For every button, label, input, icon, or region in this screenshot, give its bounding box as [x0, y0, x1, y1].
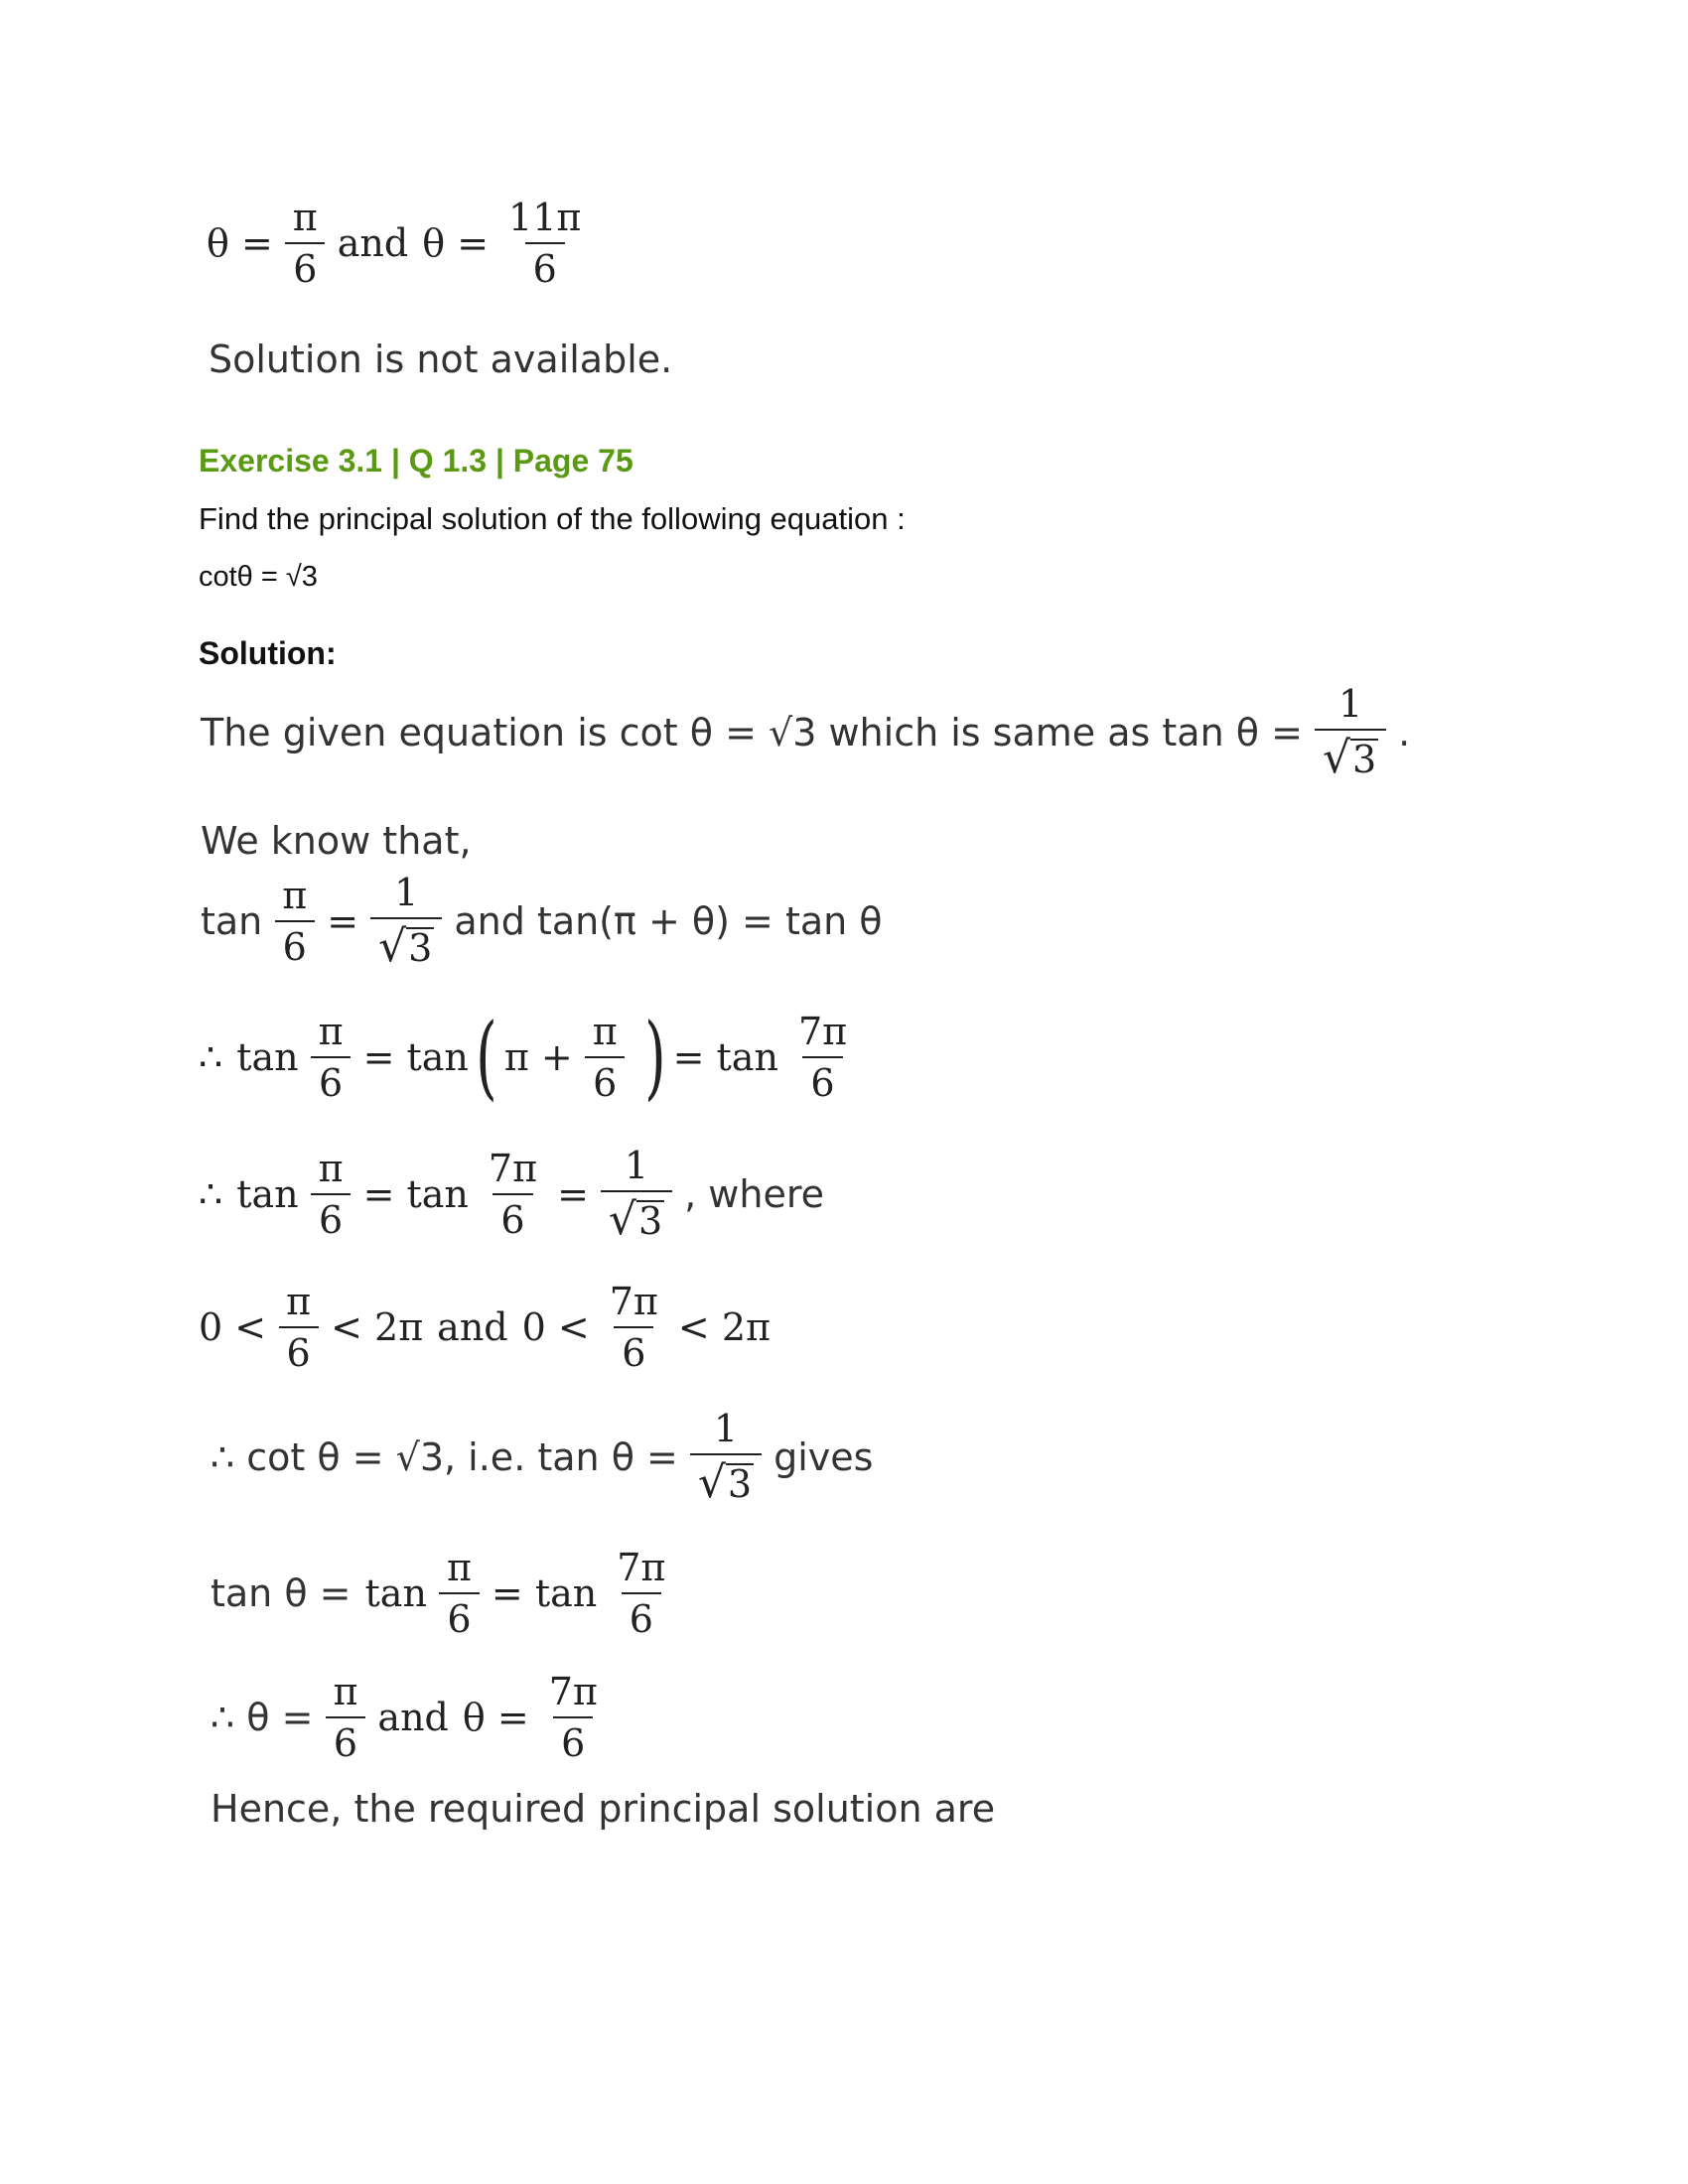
solution-line-1: The given equation is cot θ = √3 which is same as tan θ = 1 √ 3 .: [201, 682, 1411, 783]
question-equation: cotθ = √3: [199, 561, 318, 593]
solution-line-7: ∴ cot θ = √3, i.e. tan θ = 1 √ 3 gives: [211, 1407, 874, 1508]
solution-line-10: Hence, the required principal solution are: [211, 1787, 996, 1831]
and-word: and: [337, 221, 409, 265]
solution-line-4: ∴ tan $\frac{\pi}{6}$ = tan ( π + $\frac{\pi}{6}$ ) = tan $\frac{7\pi}{6}$: [199, 1003, 848, 1110]
solution-line-8: tan θ = tan $\frac{\pi}{6}$ = tan $\frac{7\pi}{6}$: [211, 1546, 666, 1641]
exercise-heading[interactable]: Exercise 3.1 | Q 1.3 | Page 75: [199, 443, 633, 478]
question-text: Find the principal solution of the following equation :: [199, 501, 906, 536]
solution-line-6: 0 < $\frac{\pi}{6}$ < 2π and 0 < $\frac{7\pi}{6}$ < 2π: [199, 1280, 771, 1375]
fraction-11pi-over-6: $\frac{11\pi}{6}$: [508, 196, 582, 291]
solution-line-2: We know that,: [201, 819, 472, 863]
fraction-pi-over-6: $\frac{\pi}{6}$: [285, 199, 326, 288]
solution-line-5: ∴ tan $\frac{\pi}{6}$ = tan $\frac{7\pi}{6}$ = 1 √ 3 , where: [199, 1144, 825, 1245]
theta-label-2: θ =: [422, 221, 490, 265]
unavailable-note: Solution is not available.: [209, 338, 673, 381]
solution-label: Solution:: [199, 635, 337, 671]
solution-line-9: ∴ θ = $\frac{\pi}{6}$ and θ = $\frac{7\pi}{6}$: [211, 1670, 598, 1765]
fraction-1-over-sqrt3: 1 √ 3: [1315, 685, 1386, 780]
theta-label: θ =: [207, 221, 273, 265]
solution-line-3: tan $\frac{\pi}{6}$ = 1 √ 3 and tan(π + θ) = tan θ: [201, 871, 883, 972]
top-result-equation: [207, 196, 601, 291]
